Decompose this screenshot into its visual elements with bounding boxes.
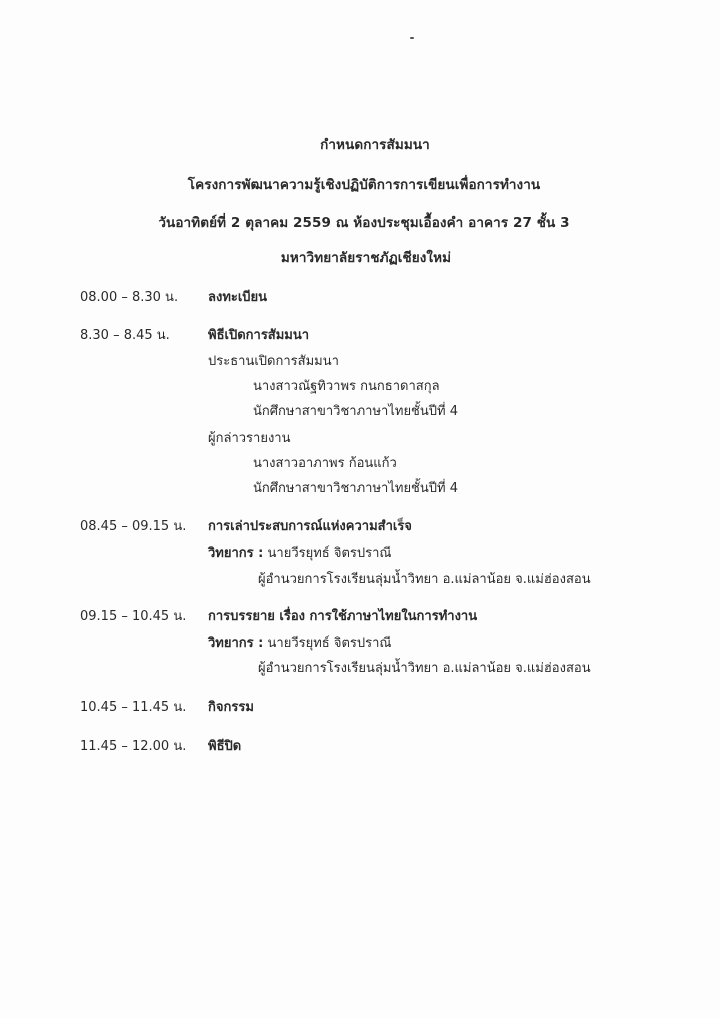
schedule-title: ลงทะเบียน xyxy=(208,290,268,305)
project-name: โครงการพัฒนาความรู้เชิงปฏิบัติการการเขียนเพื่อการทำงาน xyxy=(187,177,541,193)
schedule-time: 09.15 – 10.45 น. xyxy=(80,609,187,624)
chair-name: นางสาวณัฐทิวาพร กนกธาดาสกุล xyxy=(253,379,440,394)
schedule-title: พิธีปิด xyxy=(208,739,242,754)
schedule-title: กิจกรรม xyxy=(208,700,254,715)
scan-speck xyxy=(410,37,414,39)
speaker-role: ผู้อำนวยการโรงเรียนลุ่มน้ำวิทยา อ.แม่ลาน้อย จ.แม่ฮ่องสอน xyxy=(258,661,591,676)
university-name: มหาวิทยาลัยราชภัฏเชียงใหม่ xyxy=(280,250,452,266)
speaker-name: นายวีรยุทธ์ จิตรปราณี xyxy=(267,636,392,651)
date-venue: วันอาทิตย์ที่ 2 ตุลาคม 2559 ณ ห้องประชุมเอื้องคำ อาคาร 27 ชั้น 3 xyxy=(158,215,570,231)
schedule-time: 8.30 – 8.45 น. xyxy=(80,328,170,343)
schedule-title: การเล่าประสบการณ์แห่งความสำเร็จ xyxy=(208,519,412,534)
schedule-time: 08.00 – 8.30 น. xyxy=(80,290,179,305)
document-title: กำหนดการสัมมนา xyxy=(320,137,430,153)
schedule-time: 08.45 – 09.15 น. xyxy=(80,519,187,534)
chair-label: ประธานเปิดการสัมมนา xyxy=(208,354,339,369)
chair-role: นักศึกษาสาขาวิชาภาษาไทยชั้นปีที่ 4 xyxy=(253,404,458,419)
reporter-name: นางสาวอาภาพร ก้อนแก้ว xyxy=(253,456,397,471)
schedule-title: พิธีเปิดการสัมมนา xyxy=(208,328,310,343)
speaker-label: วิทยากร : xyxy=(208,546,264,561)
speaker-role: ผู้อำนวยการโรงเรียนลุ่มน้ำวิทยา อ.แม่ลาน้อย จ.แม่ฮ่องสอน xyxy=(258,572,591,587)
speaker-line xyxy=(208,632,392,653)
schedule-time: 10.45 – 11.45 น. xyxy=(80,700,187,715)
schedule-time: 11.45 – 12.00 น. xyxy=(80,739,187,754)
schedule-title: การบรรยาย เรื่อง การใช้ภาษาไทยในการทำงาน xyxy=(208,609,478,624)
speaker-label: วิทยากร : xyxy=(208,636,264,651)
speaker-line xyxy=(208,542,392,563)
speaker-name: นายวีรยุทธ์ จิตรปราณี xyxy=(267,546,392,561)
reporter-label: ผู้กล่าวรายงาน xyxy=(208,431,291,446)
reporter-role: นักศึกษาสาขาวิชาภาษาไทยชั้นปีที่ 4 xyxy=(253,481,458,496)
